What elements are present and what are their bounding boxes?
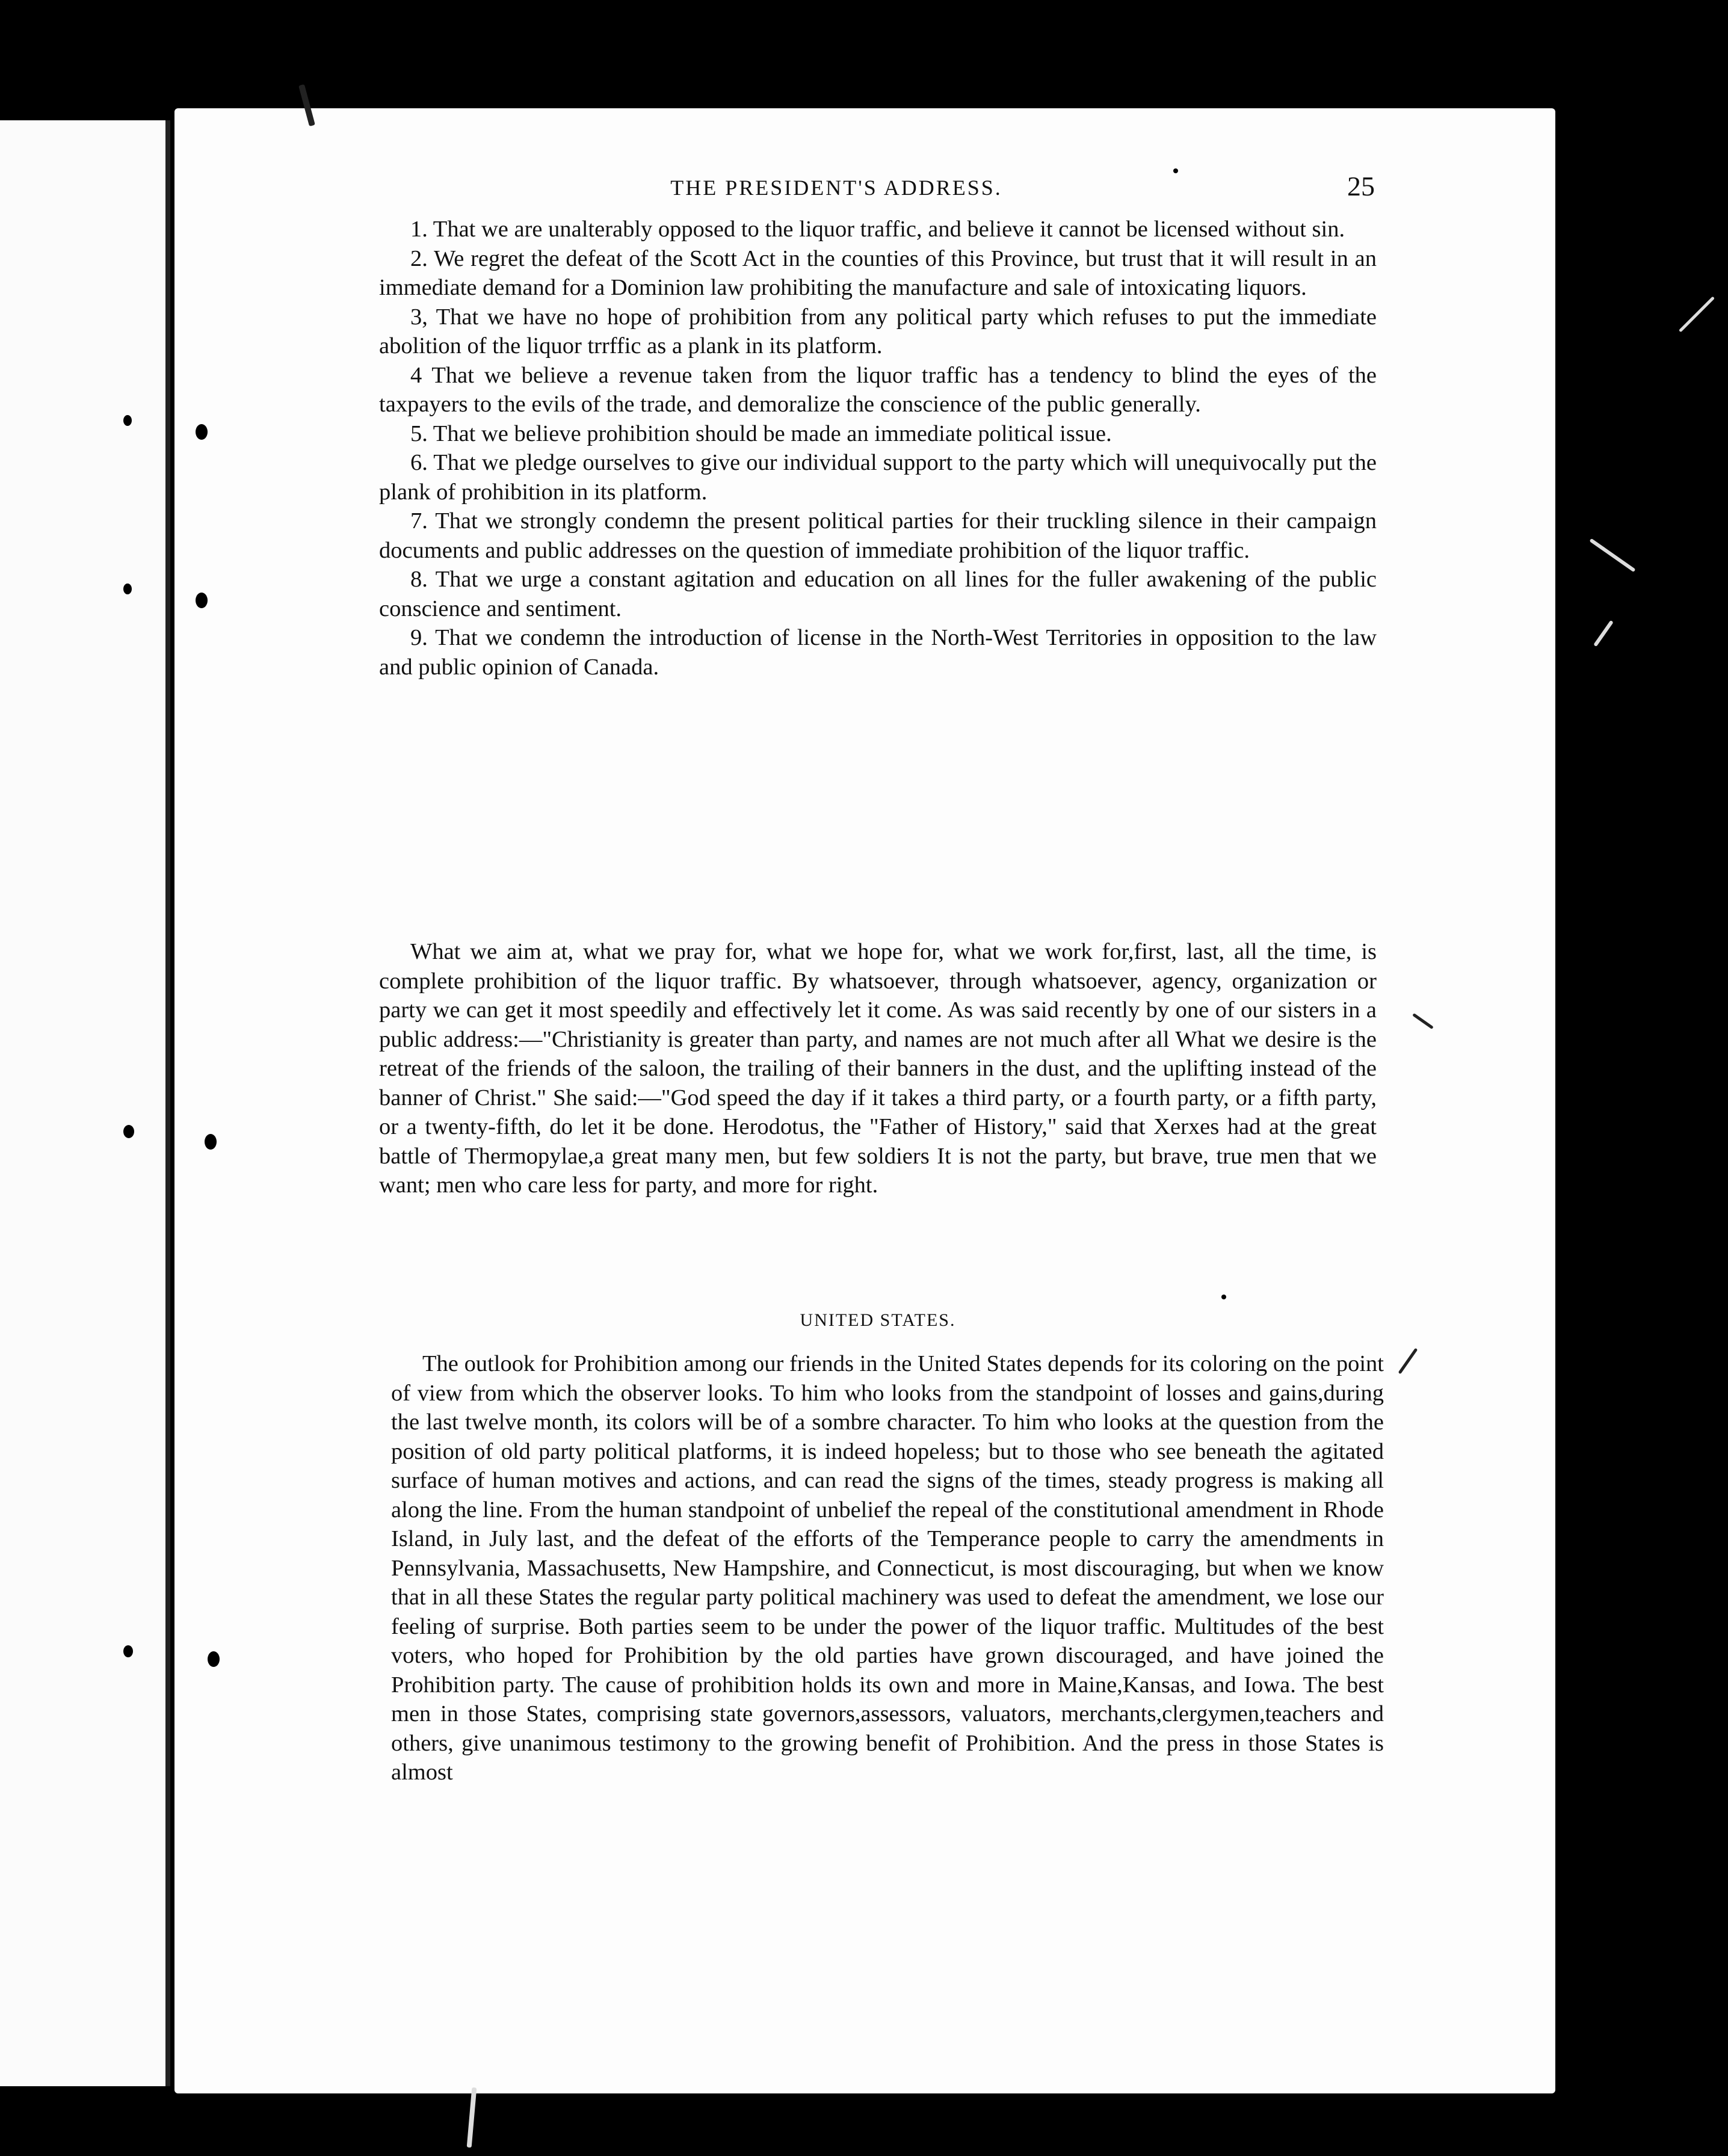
punch-hole-mark [196, 593, 208, 608]
body-paragraph: What we aim at, what we pray for, what we hope for, what we work for,first, last, all the time, is complete prohibition of the liquor traffic. By whatsoever, through whatsoever, agency, organization or party we can get it most speedily and effectively let it come. As was said recently by one of our sisters in a public address:—"Christianity is greater than party, and names are not much after all What we desire is the retreat of the friends of the saloon, the trailing of their banners in the dust, and the uplifting instead of the banner of Christ." She said:—"God speed the day if it takes a third party, or a fourth party, or a fifth party, or a twenty-fifth, do let it be done. Herodotus, the "Father of History," said that Xerxes had at the great battle of Thermopylae,a great many men, but few soldiers It is not the party, but brave, true men that we want; men who care less for party, and more for right. [379, 939, 1377, 1198]
ink-speck [1221, 1295, 1226, 1299]
punch-hole-mark [123, 1125, 134, 1138]
punch-hole-mark [208, 1651, 220, 1667]
resolution-item: 9. That we condemn the introduction of license in the North-West Territories in opposition to the law and public opinion of Canada. [379, 625, 1377, 680]
punch-hole-mark [123, 1645, 133, 1657]
scan-scratch [1593, 620, 1614, 647]
page-number: 25 [1347, 171, 1375, 202]
resolution-item: 6. That we pledge ourselves to give our individual support to the party which will unequivocally put the plank of prohibition in its platform. [379, 450, 1377, 505]
united-states-block [391, 1349, 1384, 1787]
resolution-item: 7. That we strongly condemn the present political parties for their truckling silence in their campaign documents and public addresses on the question of immediate prohibition of the liquor traffic. [379, 508, 1377, 563]
resolution-item: 3, That we have no hope of prohibition from any political party which refuses to put the immediate abolition of the liquor trrffic as a plank in its platform. [379, 304, 1377, 359]
margin-scratch [1412, 1013, 1434, 1029]
body-paragraph: The outlook for Prohibition among our friends in the United States depends for its coloring on the point of view from which the observer looks. To him who looks from the standpoint of losses and gains,during the last twelve month, its colors will be of a sombre character. To him who looks at the question from the position of old party political platforms, it is indeed hopeless; but to those who see beneath the agitated surface of human motives and actions, and can read the signs of the times, steady progress is making all along the line. From the human standpoint of unbelief the repeal of the constitutional amendment in Rhode Island, in July last, and the defeat of the efforts of the Temperance people to carry the amendments in Pennsylvania, Massachusetts, New Hampshire, and Connecticut, is most discouraging, but when we know that in all these States the regular party political machinery was used to defeat the amendment, we lose our feeling of surprise. Both parties seem to be under the power of the liquor traffic. Multitudes of the best voters, who hoped for Prohibition by the old parties have grown discouraged, and have joined the Prohibition party. The cause of prohibition holds its own and more in Maine,Kansas, and Iowa. The best men in those States, comprising state governors,assessors, valuators, merchants,clergymen,teachers and others, give unanimous testimony to the growing benefit of Prohibition. And the press in those States is almost [391, 1351, 1384, 1785]
punch-hole-mark [205, 1134, 217, 1150]
resolution-item: 8. That we urge a constant agitation and education on all lines for the fuller awakening of the public conscience and sentiment. [379, 567, 1377, 621]
running-header [481, 170, 1375, 206]
left-page-edge [0, 120, 170, 2086]
resolution-item: 4 That we believe a revenue taken from the liquor traffic has a tendency to blind the eyes of the taxpayers to the evils of the trade, and demoralize the conscience of the public generally. [379, 362, 1377, 417]
aim-paragraph-block [379, 937, 1377, 1200]
resolution-item: 1. That we are unalterably opposed to the liquor traffic, and believe it cannot be licensed without sin. [410, 217, 1345, 242]
scan-scratch [1679, 296, 1715, 332]
scan-scratch [1589, 538, 1635, 573]
running-title: THE PRESIDENT'S ADDRESS. [670, 176, 1002, 200]
scan-scratch [467, 2087, 477, 2148]
resolution-item: 5. That we believe prohibition should be made an immediate political issue. [410, 420, 1112, 446]
resolutions-list [379, 215, 1377, 682]
punch-hole-mark [123, 584, 132, 594]
punch-hole-mark [123, 415, 132, 426]
resolution-item: 2. We regret the defeat of the Scott Act in the counties of this Province, but trust that it will result in an immediate demand for a Dominion law prohibiting the manufacture and sale of intoxicating liquors. [379, 245, 1377, 300]
punch-hole-mark [196, 424, 208, 440]
margin-scratch [1398, 1348, 1418, 1375]
section-heading: UNITED STATES. [800, 1310, 956, 1330]
